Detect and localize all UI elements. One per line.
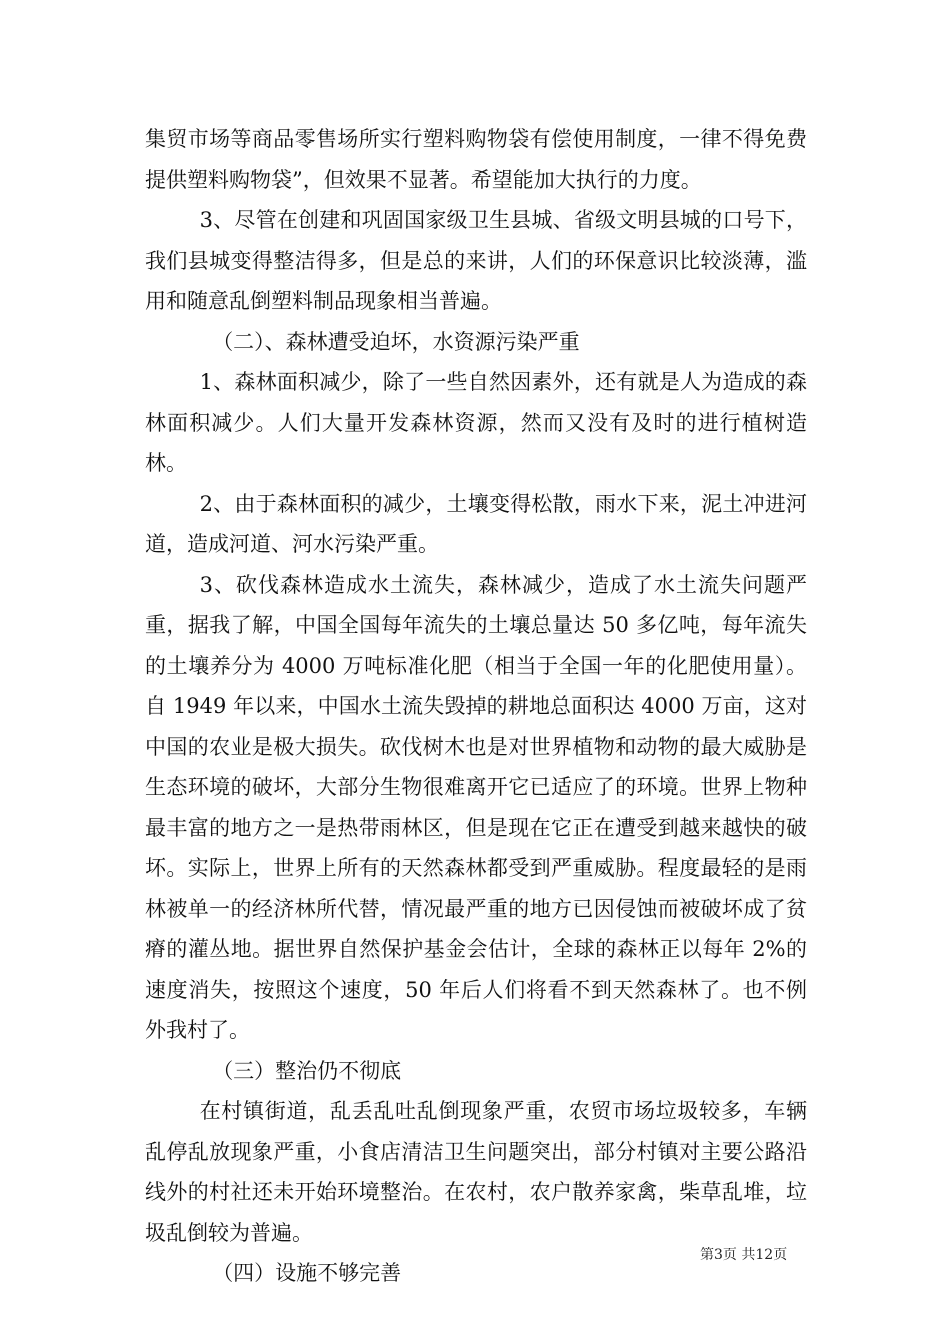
paragraph-item-3-erosion: 3、砍伐森林造成水土流失，森林减少，造成了水土流失问题严重，据我了解，中国全国每年流失的土壤总量达 50 多亿吨，每年流失的土壤养分为 4000 万吨标准化肥（相当于全国一年的化肥使用量）。自 1949 年以来，中国水土流失毁掉的耕地总面积达 4000 万亩，这对中国的农业是极大损失。砍伐树木也是对世界植物和动物的最大威胁是生态环境的破坏，大部分生物很难离开它已适应了的环境。世界上物种最丰富的地方之一是热带雨林区，但是现在它正在遭受到越来越快的破坏。实际上，世界上所有的天然森林都受到严重威胁。程度最轻的是雨林被单一的经济林所代替，情况最严重的地方已因侵蚀而被破坏成了贫瘠的灌丛地。据世界自然保护基金会估计，全球的森林正以每年 2%的速度消失，按照这个速度，50 年后人们将看不到天然森林了。也不例外我村了。 xyxy=(145,572,807,1042)
paragraph-continuation: 集贸市场等商品零售场所实行塑料购物袋有偿使用制度，一律不得免费提供塑料购物袋”，但效果不显著。希望能加大执行的力度。 xyxy=(145,127,807,192)
footer-total-pages: 12 xyxy=(755,1247,774,1263)
paragraph-item-1-forest-area: 1、森林面积减少，除了一些自然因素外，还有就是人为造成的森林面积减少。人们大量开发森林资源，然而又没有及时的进行植树造林。 xyxy=(145,370,807,475)
footer-prefix: 第 xyxy=(700,1247,714,1263)
paragraph-item-3-plastic: 3、尽管在创建和巩固国家级卫生县城、省级文明县城的口号下，我们县城变得整洁得多，但是总的来讲，人们的环保意识比较淡薄，滥用和随意乱倒塑料制品现象相当普遍。 xyxy=(145,208,807,313)
section-heading-facilities: （四）设施不够完善 xyxy=(212,1261,402,1285)
section-heading-rectification: （三）整治仍不彻底 xyxy=(212,1058,402,1083)
footer-suffix: 页 xyxy=(773,1247,788,1263)
footer-middle: 页 共 xyxy=(722,1247,756,1263)
body-text xyxy=(145,119,807,1294)
paragraph-item-2-soil: 2、由于森林面积的减少，土壤变得松散，雨水下来，泥土冲进河道，造成河道、河水污染严重。 xyxy=(145,491,807,556)
paragraph-village-streets: 在村镇街道，乱丢乱吐乱倒现象严重，农贸市场垃圾较多，车辆乱停乱放现象严重，小食店清洁卫生问题突出，部分村镇对主要公路沿线外的村社还未开始环境整治。在农村，农户散养家禽，柴草乱堆，垃圾乱倒较为普遍。 xyxy=(145,1099,807,1245)
section-heading-forest: （二）、森林遭受迫坏，水资源污染严重 xyxy=(212,329,580,354)
page-number-footer xyxy=(700,1245,820,1265)
footer-current-page: 3 xyxy=(714,1247,723,1263)
